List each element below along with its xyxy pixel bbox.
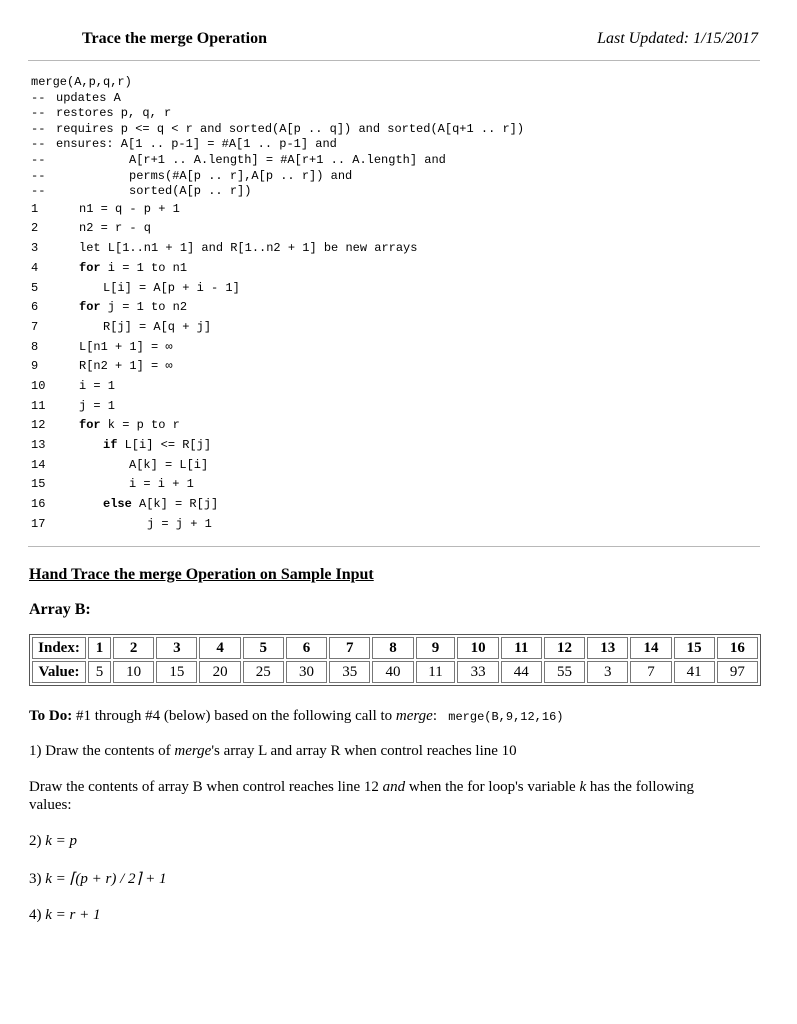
code-line <box>31 397 751 417</box>
code-line <box>31 91 751 107</box>
index-cell: 8 <box>372 637 413 659</box>
code-line <box>31 456 751 476</box>
code-line <box>31 515 751 535</box>
merge-call: merge(B,9,12,16) <box>448 710 564 724</box>
code-line <box>31 239 751 259</box>
value-row <box>32 661 758 683</box>
value-cell: 25 <box>243 661 284 683</box>
index-cell: 14 <box>630 637 671 659</box>
value-cell: 33 <box>457 661 498 683</box>
index-cell: 9 <box>416 637 456 659</box>
code-text: else A[k] = R[j] <box>103 497 219 512</box>
code-divider <box>28 546 760 547</box>
line-number: 17 <box>31 516 46 531</box>
code-text: for j = 1 to n2 <box>79 300 188 315</box>
line-number: 5 <box>31 280 39 295</box>
index-cell: 7 <box>329 637 370 659</box>
value-cell: 41 <box>674 661 715 683</box>
code-text: i = 1 <box>79 378 116 393</box>
code-text: A[k] = L[i] <box>129 457 209 472</box>
index-cell: 5 <box>243 637 284 659</box>
code-line <box>31 122 751 138</box>
value-cell: 97 <box>717 661 758 683</box>
code-text: R[j] = A[q + j] <box>103 319 212 334</box>
value-cell: 10 <box>113 661 154 683</box>
index-cell: 2 <box>113 637 154 659</box>
comment-prefix: -- <box>31 137 46 152</box>
question-3: 3) k = ⌈(p + r) / 2⌉ + 1 <box>29 871 167 887</box>
merge-pseudocode <box>31 75 751 534</box>
index-cell: 4 <box>199 637 240 659</box>
code-line <box>31 219 751 239</box>
code-line <box>31 318 751 338</box>
index-cell: 15 <box>674 637 715 659</box>
line-number: 11 <box>31 398 46 413</box>
code-line <box>31 279 751 299</box>
section-title: Hand Trace the merge Operation on Sample Input <box>29 566 374 583</box>
comment-prefix: -- <box>31 168 46 183</box>
code-line <box>31 298 751 318</box>
code-line <box>31 200 751 220</box>
code-text: for k = p to r <box>79 418 180 433</box>
code-text: L[i] = A[p + i - 1] <box>103 280 240 295</box>
todo-instruction: To Do: #1 through #4 (below) based on the following call to merge: merge(B,9,12,16) <box>29 708 564 724</box>
code-line <box>31 106 751 122</box>
value-cell: 5 <box>88 661 111 683</box>
index-row <box>32 637 758 659</box>
question-intro: Draw the contents of array B when control reaches line 12 and when the for loop's variable k has the following values: <box>29 779 695 813</box>
line-number: 7 <box>31 319 39 334</box>
last-updated: Last Updated: 1/15/2017 <box>597 30 758 47</box>
index-cell: 16 <box>717 637 758 659</box>
comment-prefix: -- <box>31 106 46 121</box>
line-number: 12 <box>31 418 46 433</box>
code-text: n1 = q - p + 1 <box>79 201 180 216</box>
line-number: 8 <box>31 339 39 354</box>
code-text: for i = 1 to n1 <box>79 260 188 275</box>
value-cell: 3 <box>587 661 628 683</box>
index-cell: 13 <box>587 637 628 659</box>
code-text: ensures: A[1 .. p-1] = #A[1 .. p-1] and <box>56 137 337 152</box>
array-b-table <box>29 634 761 686</box>
value-cell: 20 <box>199 661 240 683</box>
index-cell: 10 <box>457 637 498 659</box>
code-text: n2 = r - q <box>79 221 152 236</box>
index-cell: 1 <box>88 637 111 659</box>
value-cell: 55 <box>544 661 585 683</box>
code-line <box>31 495 751 515</box>
code-text: if L[i] <= R[j] <box>103 438 212 452</box>
code-line <box>31 137 751 153</box>
index-header: Index: <box>32 637 86 659</box>
value-cell: 30 <box>286 661 327 683</box>
code-text: R[n2 + 1] = ∞ <box>79 359 173 374</box>
question-1: 1) Draw the contents of merge's array L and array R when control reaches line 10 <box>29 743 517 759</box>
question-4: 4) k = r + 1 <box>29 907 101 923</box>
code-text: j = j + 1 <box>147 516 212 531</box>
array-label: Array B: <box>29 601 91 618</box>
code-line <box>31 475 751 495</box>
line-number: 2 <box>31 221 39 236</box>
line-number: 4 <box>31 260 39 275</box>
index-cell: 12 <box>544 637 585 659</box>
code-line <box>31 377 751 397</box>
code-text: perms(#A[p .. r],A[p .. r]) and <box>129 168 353 183</box>
line-number: 16 <box>31 497 46 512</box>
code-line <box>31 259 751 279</box>
line-number: 1 <box>31 201 39 216</box>
line-number: 13 <box>31 438 46 452</box>
code-text: requires p <= q < r and sorted(A[p .. q]) and sorted(A[q+1 .. r]) <box>56 121 525 136</box>
code-text: updates A <box>56 90 121 105</box>
code-line <box>31 436 751 456</box>
index-cell: 11 <box>501 637 542 659</box>
line-number: 15 <box>31 477 46 492</box>
value-cell: 40 <box>372 661 413 683</box>
code-line <box>31 169 751 185</box>
code-line <box>31 357 751 377</box>
line-number: 10 <box>31 378 46 393</box>
code-line <box>31 338 751 358</box>
line-number: 3 <box>31 241 39 256</box>
page-title: Trace the merge Operation <box>82 30 267 47</box>
code-text: j = 1 <box>79 398 116 413</box>
value-cell: 44 <box>501 661 542 683</box>
code-body <box>31 200 751 535</box>
code-line <box>31 75 751 91</box>
code-text: merge(A,p,q,r) <box>31 75 132 89</box>
value-header: Value: <box>32 661 86 683</box>
value-cell: 15 <box>156 661 197 683</box>
index-cell: 3 <box>156 637 197 659</box>
line-number: 14 <box>31 457 46 472</box>
index-cell: 6 <box>286 637 327 659</box>
code-text: i = i + 1 <box>129 477 194 492</box>
comment-prefix: -- <box>31 184 46 199</box>
code-text: L[n1 + 1] = ∞ <box>79 339 173 354</box>
code-header <box>31 75 751 200</box>
comment-prefix: -- <box>31 152 46 167</box>
value-cell: 11 <box>416 661 456 683</box>
code-line <box>31 184 751 200</box>
code-text: restores p, q, r <box>56 106 172 121</box>
code-text: sorted(A[p .. r]) <box>129 184 252 199</box>
value-cell: 35 <box>329 661 370 683</box>
comment-prefix: -- <box>31 90 46 105</box>
line-number: 6 <box>31 300 39 315</box>
comment-prefix: -- <box>31 121 46 136</box>
top-divider <box>28 60 760 61</box>
value-cell: 7 <box>630 661 671 683</box>
line-number: 9 <box>31 359 39 374</box>
code-text: A[r+1 .. A.length] = #A[r+1 .. A.length] and <box>129 152 446 167</box>
code-line <box>31 153 751 169</box>
question-2: 2) k = p <box>29 833 78 849</box>
code-line <box>31 416 751 436</box>
code-text: let L[1..n1 + 1] and R[1..n2 + 1] be new arrays <box>79 241 418 256</box>
